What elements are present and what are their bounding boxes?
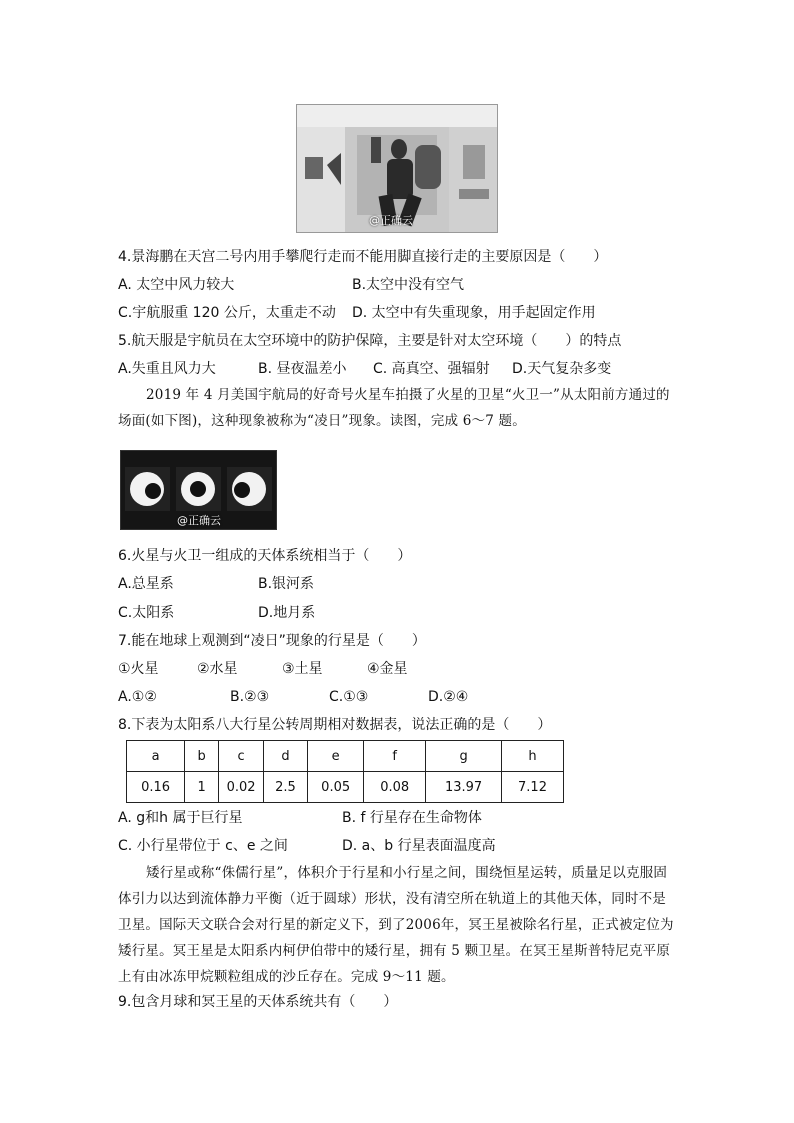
question-8-option-b: B. f 行星存在生命物体 xyxy=(342,810,482,826)
transit-photo xyxy=(120,450,277,530)
watermark: @正确云 xyxy=(177,514,221,527)
table-header-cell: g xyxy=(426,741,502,772)
question-5-option-c: C. 高真空、强辐射 xyxy=(373,361,490,377)
question-8-stem: 8.下表为太阳系八大行星公转周期相对数据表，说法正确的是（ ） xyxy=(118,717,552,733)
passage-dwarf-planet: 矮行星或称“侏儒行星”，体积介于行星和小行星之间，围绕恒星运转，质量足以克服固体引力以达到流体静力平衡（近于圆球）形状，没有清空所在轨道上的其他天体，同时不是卫星。国际天文联合会对行星的新定义下，到了2006年，冥王星被除名行星，正式被定位为矮行星。冥王星是太阳系内柯伊伯带中的矮行星，拥有 5 颗卫星。在冥王星斯普特尼克平原上有由冰冻甲烷颗粒组成的沙丘存在。完成 9～11 题。 xyxy=(118,865,674,985)
question-5-option-a: A.失重且风力大 xyxy=(118,361,216,377)
table-cell: 2.5 xyxy=(263,772,307,803)
passage-transit: 2019 年 4 月美国宇航局的好奇号火星车拍摄了火星的卫星“火卫一”从太阳前方通过的场面(如下图)，这种现象被称为“凌日”现象。读图，完成 6～7 题。 xyxy=(118,387,670,429)
table-cell: 7.12 xyxy=(501,772,563,803)
question-6-option-a: A.总星系 xyxy=(118,576,174,592)
question-8-option-d: D. a、b 行星表面温度高 xyxy=(342,838,496,854)
question-7-option-b: B.②③ xyxy=(230,689,270,705)
question-4-option-d: D. 太空中有失重现象，用手起固定作用 xyxy=(352,305,596,321)
question-6-option-c: C.太阳系 xyxy=(118,605,175,621)
table-cell: 0.16 xyxy=(127,772,185,803)
question-5-option-b: B. 昼夜温差小 xyxy=(258,361,347,377)
table-row xyxy=(127,772,564,803)
table-header-cell: h xyxy=(501,741,563,772)
table-header-cell: b xyxy=(185,741,219,772)
question-6-stem: 6.火星与火卫一组成的天体系统相当于（ ） xyxy=(118,548,412,564)
question-5-stem: 5.航天服是宇航员在太空环境中的防护保障，主要是针对太空环境（ ）的特点 xyxy=(118,333,622,349)
table-cell: 0.05 xyxy=(308,772,364,803)
table-header-cell: e xyxy=(308,741,364,772)
question-4-option-b: B.太空中没有空气 xyxy=(352,277,465,293)
question-4-option-a: A. 太空中风力较大 xyxy=(118,277,235,293)
question-8-option-a: A. g和h 属于巨行星 xyxy=(118,810,243,826)
question-7-option-d: D.②④ xyxy=(428,689,469,705)
question-7-item-4: ④金星 xyxy=(367,661,408,677)
question-7-stem: 7.能在地球上观测到“凌日”现象的行星是（ ） xyxy=(118,633,426,649)
table-header-cell: c xyxy=(219,741,264,772)
question-9-stem: 9.包含月球和冥王星的天体系统共有（ ） xyxy=(118,994,398,1010)
watermark: @正确云 xyxy=(369,214,413,227)
table-cell: 13.97 xyxy=(426,772,502,803)
table-cell: 0.02 xyxy=(219,772,264,803)
question-7-option-a: A.①② xyxy=(118,689,157,705)
question-7-item-1: ①火星 xyxy=(118,661,159,677)
question-4-option-c: C.宇航服重 120 公斤，太重走不动 xyxy=(118,305,336,321)
question-7-option-c: C.①③ xyxy=(329,689,369,705)
orbital-period-table xyxy=(126,740,564,803)
astronaut-photo xyxy=(296,104,498,233)
table-header-row xyxy=(127,741,564,772)
question-6-option-d: D.地月系 xyxy=(258,605,316,621)
question-8-option-c: C. 小行星带位于 c、e 之间 xyxy=(118,838,288,854)
question-4-stem: 4.景海鹏在天宫二号内用手攀爬行走而不能用脚直接行走的主要原因是（ ） xyxy=(118,249,608,265)
question-5-option-d: D.天气复杂多变 xyxy=(512,361,612,377)
table-cell: 1 xyxy=(185,772,219,803)
question-7-item-2: ②水星 xyxy=(197,661,238,677)
table-header-cell: a xyxy=(127,741,185,772)
question-7-item-3: ③土星 xyxy=(282,661,323,677)
table-header-cell: d xyxy=(263,741,307,772)
table-header-cell: f xyxy=(364,741,426,772)
question-6-option-b: B.银河系 xyxy=(258,576,315,592)
table-cell: 0.08 xyxy=(364,772,426,803)
